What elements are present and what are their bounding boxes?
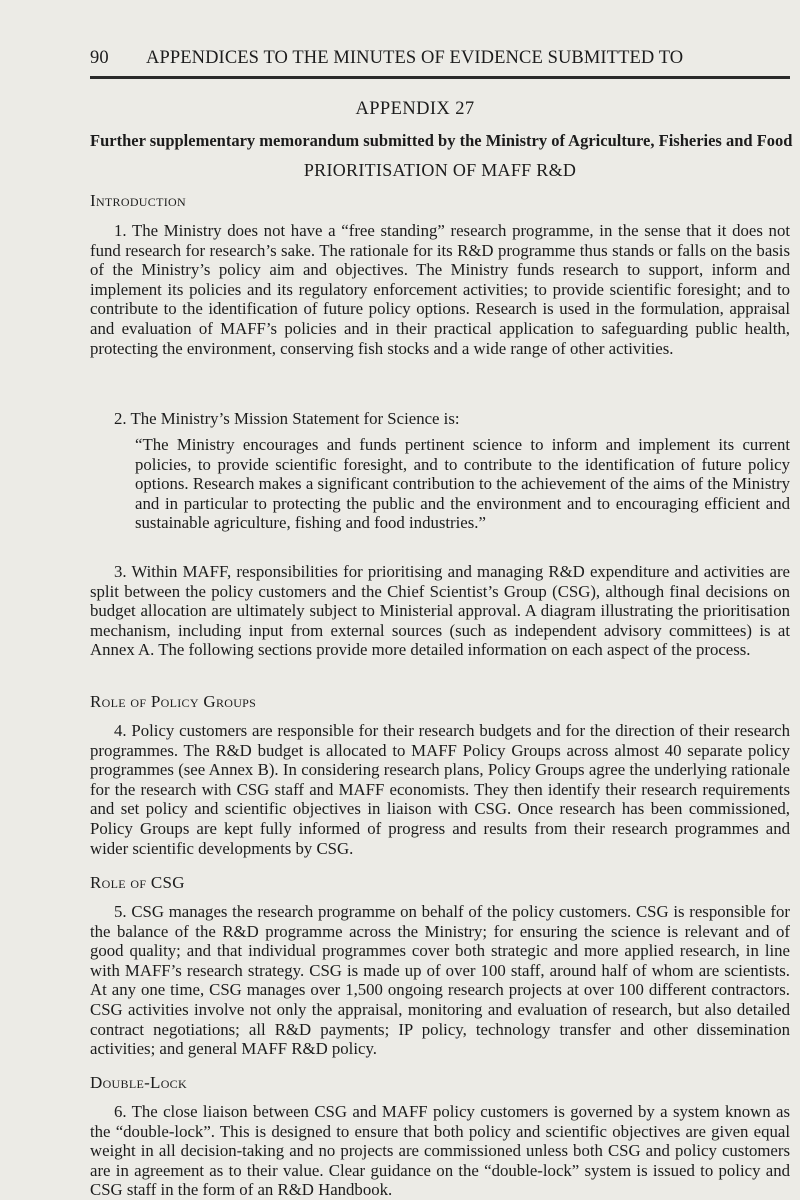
paragraph-5: 5. CSG manages the research programme on behalf of the policy customers. CSG is responsible for the balance of the R&D programme across the Ministry; for ensuring the science is relevant and of good quality; and that individual programmes cover both strategic and more applied research, in line with MAFF’s research strategy. CSG is made up of over 100 staff, around half of whom are scientists. At any one time, CSG manages over 1,500 ongoing research projects at over 100 different contractors. CSG activities involve not only the appraisal, monitoring and evaluation of research, but also detailed contract negotiations; all R&D payments; IP policy, technology transfer and other dissemination activities; and general MAFF R&D policy. xyxy=(90,902,790,1059)
paragraph-1: 1. The Ministry does not have a “free standing” research programme, in the sense that it does not fund research for research’s sake. The rationale for its R&D programme thus stands or falls on the basis of the Ministry’s policy aim and objectives. The Ministry funds research to support, inform and implement its policies and its regulatory enforcement activities; to provide scientific foresight; and to contribute to the identification of future policy options. Research is used in the formulation, appraisal and evaluation of MAFF’s policies and in their practical application to safeguarding public health, protecting the environment, conserving fish stocks and a wide range of other activities. xyxy=(90,221,790,358)
paragraph-6: 6. The close liaison between CSG and MAFF policy customers is governed by a system known as the “double-lock”. This is designed to ensure that both policy and scientific objectives are given equal weight in all decision-taking and no projects are commissioned unless both CSG and policy customers are in agreement as to their value. Clear guidance on the “double-lock” system is issued to policy and CSG staff in the form of an R&D Handbook. xyxy=(90,1102,790,1200)
appendix-label: APPENDIX 27 xyxy=(355,99,475,119)
section-heading-double-lock: Double-Lock xyxy=(90,1073,187,1092)
mission-statement-quote: “The Ministry encourages and funds pertinent science to inform and implement its current policies, to provide scientific foresight, and to contribute to the identification of future policy options. Research makes a significant contribution to the achievement of the aims of the Ministry and in particular to protecting the public and the environment and to encouraging efficient and sustainable agriculture, fishing and food industries.” xyxy=(135,435,790,533)
header-rule xyxy=(90,76,790,79)
section-heading-csg: Role of CSG xyxy=(90,873,185,892)
running-title: APPENDICES TO THE MINUTES OF EVIDENCE SUBMITTED TO xyxy=(146,48,684,68)
document-title: PRIORITISATION OF MAFF R&D xyxy=(303,160,577,180)
page-number: 90 xyxy=(90,48,109,68)
section-heading-policy-groups: Role of Policy Groups xyxy=(90,692,257,711)
paragraph-2: 2. The Ministry’s Mission Statement for Science is: xyxy=(114,409,460,428)
paragraph-4: 4. Policy customers are responsible for their research budgets and for the direction of their research programmes. The R&D budget is allocated to MAFF Policy Groups across almost 40 separate policy programmes (see Annex B). In considering research plans, Policy Groups agree the underlying rationale for the research with CSG staff and MAFF economists. They then identify their research requirements and set policy and scientific objectives in liaison with CSG. Once research has been commissioned, Policy Groups are kept fully informed of progress and results from their research programmes and wider scientific developments by CSG. xyxy=(90,721,790,858)
paragraph-3: 3. Within MAFF, responsibilities for prioritising and managing R&D expenditure and activities are split between the policy customers and the Chief Scientist’s Group (CSG), although final decisions on budget allocation are ultimately subject to Ministerial approval. A diagram illustrating the prioritisation mechanism, including input from external sources (such as independent advisory committees) is at Annex A. The following sections provide more detailed information on each aspect of the process. xyxy=(90,562,790,660)
section-heading-introduction: Introduction xyxy=(90,191,186,210)
memorandum-title: Further supplementary memorandum submitted by the Ministry of Agriculture, Fisheries and Food xyxy=(90,131,793,150)
